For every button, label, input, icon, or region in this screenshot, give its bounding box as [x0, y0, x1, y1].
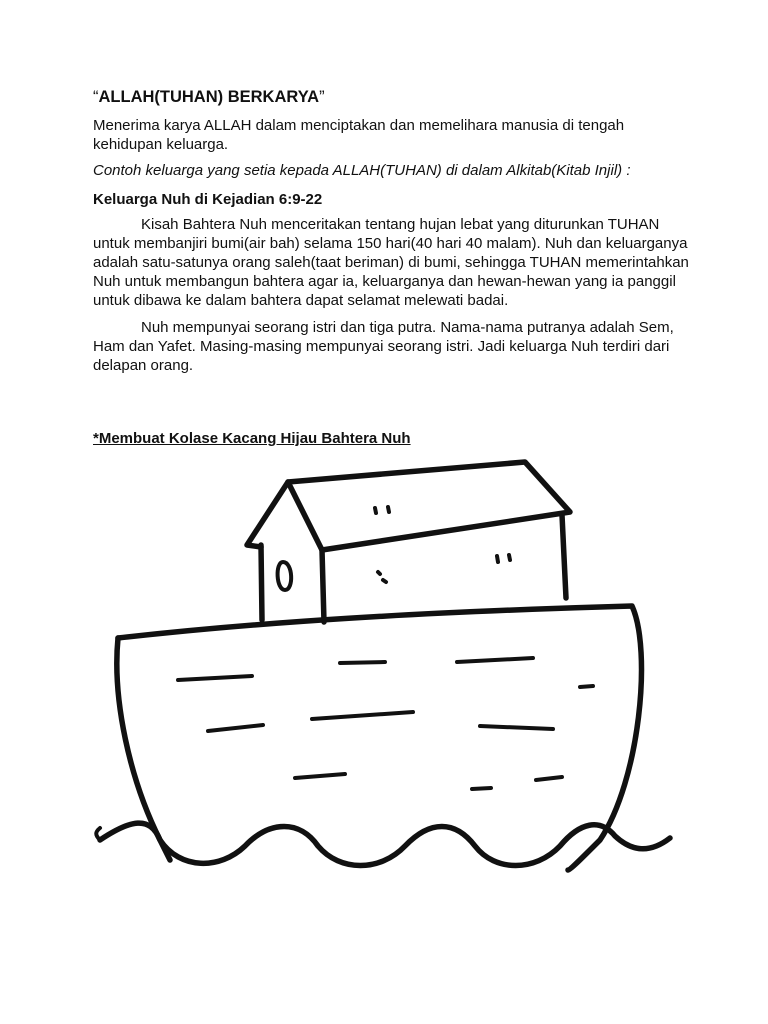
hull-stroke [580, 686, 593, 687]
cabin-gable [247, 482, 288, 547]
hull-stroke [340, 662, 385, 663]
story-paragraph-2: Nuh mempunyai seorang istri dan tiga putra. Nama-nama putranya adalah Sem, Ham dan Yafet. Masing-masing mempunyai seorang istri. Jadi keluarga Nuh terdiri dari delapan orang. [93, 319, 674, 374]
hull-outline-right [118, 606, 642, 870]
activity-title: *Membuat Kolase Kacang Hijau Bahtera Nuh [93, 430, 411, 447]
title-close-quote: ” [319, 88, 325, 106]
section-heading: Keluarga Nuh di Kejadian 6:9-22 [93, 191, 323, 208]
wall-mark [497, 555, 510, 562]
hull-strokes [178, 658, 593, 789]
wave-tip-left [96, 828, 100, 840]
cabin-window [278, 562, 292, 590]
cabin-left-wall [261, 545, 262, 620]
ark-cabin [247, 462, 570, 622]
roof-mark [375, 507, 389, 513]
hull-stroke [295, 774, 345, 778]
hull-stroke [312, 712, 413, 719]
ark-hull [96, 606, 670, 870]
intro-paragraph: Menerima karya ALLAH dalam menciptakan dan memelihara manusia di tengah kehidupan keluarga. [93, 117, 625, 153]
hull-stroke [457, 658, 533, 662]
story-paragraph-1: Kisah Bahtera Nuh menceritakan tentang hujan lebat yang diturunkan TUHAN untuk membanjiri bumi(air bah) selama 150 hari(40 hari 40 malam). Nuh dan keluarganya adalah satu-satunya orang saleh(taat beriman) di bumi, sehingga TUHAN memerintahkan Nuh untuk membangun bahtera agar ia, keluarganya dan hewan-hewan yang ia panggil untuk dibawa ke dalam bahtera dapat selamat melewati badai. [93, 216, 689, 309]
hull-stroke [208, 725, 263, 731]
cabin-front-edge [322, 550, 324, 622]
title-open-quote: “ [93, 88, 99, 106]
hull-stroke [480, 726, 553, 729]
wall-mark [378, 572, 386, 582]
hull-stroke [178, 676, 252, 680]
cabin-right-wall [562, 515, 566, 598]
example-line: Contoh keluarga yang setia kepada ALLAH(TUHAN) di dalam Alkitab(Kitab Injil) : [93, 162, 631, 179]
cabin-roof [288, 462, 570, 550]
hull-stroke [472, 788, 491, 789]
hull-stroke [536, 777, 562, 780]
title-text: ALLAH(TUHAN) BERKARYA [98, 88, 320, 106]
